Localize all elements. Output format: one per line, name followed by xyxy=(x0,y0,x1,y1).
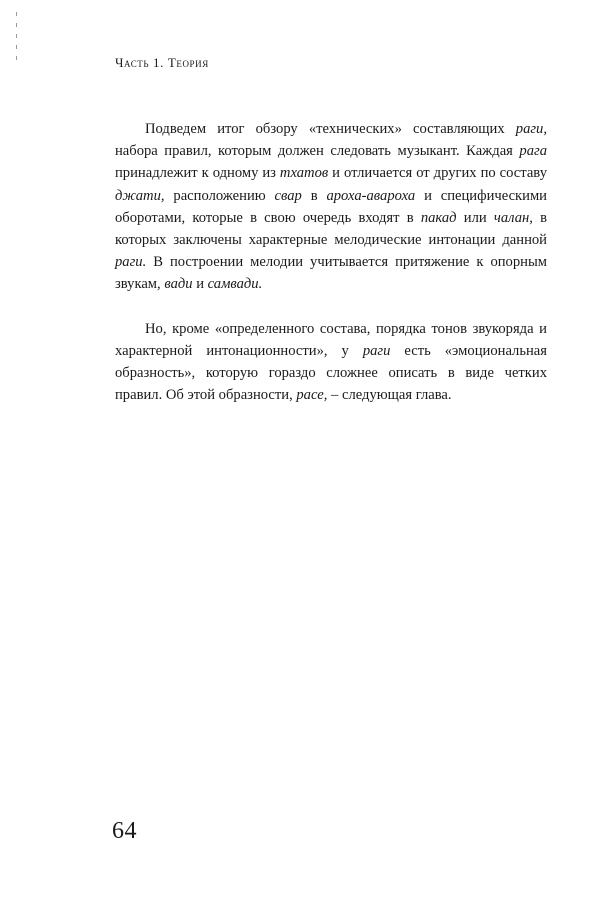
page-edge-marks xyxy=(16,12,18,72)
text-run: В построении мелодии учитывается притяжение к опорным звукам, xyxy=(115,254,547,293)
italic-term: пакад xyxy=(420,209,457,226)
italic-term: ароха-авароха xyxy=(326,187,416,204)
text-run: в xyxy=(301,187,327,204)
paragraph xyxy=(115,318,547,407)
text-run: расположению xyxy=(164,187,275,204)
text-run: Но, кроме «определенного состава, порядка тонов звукоряда и характерной интонационности», у xyxy=(115,320,547,359)
italic-term: джати, xyxy=(115,187,165,204)
italic-term: свар xyxy=(274,187,302,204)
page-number: 64 xyxy=(112,818,137,844)
italic-term: вади xyxy=(164,276,193,293)
text-run: Подведем итог обзору «технических» составляющих xyxy=(145,121,516,137)
italic-term: раги. xyxy=(115,254,147,271)
italic-term: чалан, xyxy=(493,209,533,226)
italic-term: раги xyxy=(362,342,391,359)
text-run: есть «эмоциональная образность», которую гораздо сложнее описать в виде четких правил. Об этой образности, xyxy=(115,342,547,404)
body-text xyxy=(115,118,547,428)
italic-term: рага xyxy=(519,143,547,160)
italic-term: расе, xyxy=(296,387,328,404)
running-head: Часть 1. Теория xyxy=(115,55,209,70)
text-run: принадлежит к одному из xyxy=(115,165,280,182)
italic-term: раги, xyxy=(515,121,547,137)
italic-term: тхатов xyxy=(279,165,329,182)
text-run: и xyxy=(192,276,208,293)
text-run: или xyxy=(456,209,494,226)
text-run: в которых заключены характерные мелодические интонации данной xyxy=(115,209,547,249)
italic-term: самвади. xyxy=(207,276,263,293)
text-run: и отличается от других по составу xyxy=(328,165,547,182)
text-run: – следующая глава. xyxy=(327,387,452,404)
text-run: и специфическими оборотами, которые в свою очередь входят в xyxy=(115,187,547,226)
paragraph xyxy=(115,118,547,296)
text-run: набора правил, которым должен следовать музыкант. Каждая xyxy=(115,143,520,160)
